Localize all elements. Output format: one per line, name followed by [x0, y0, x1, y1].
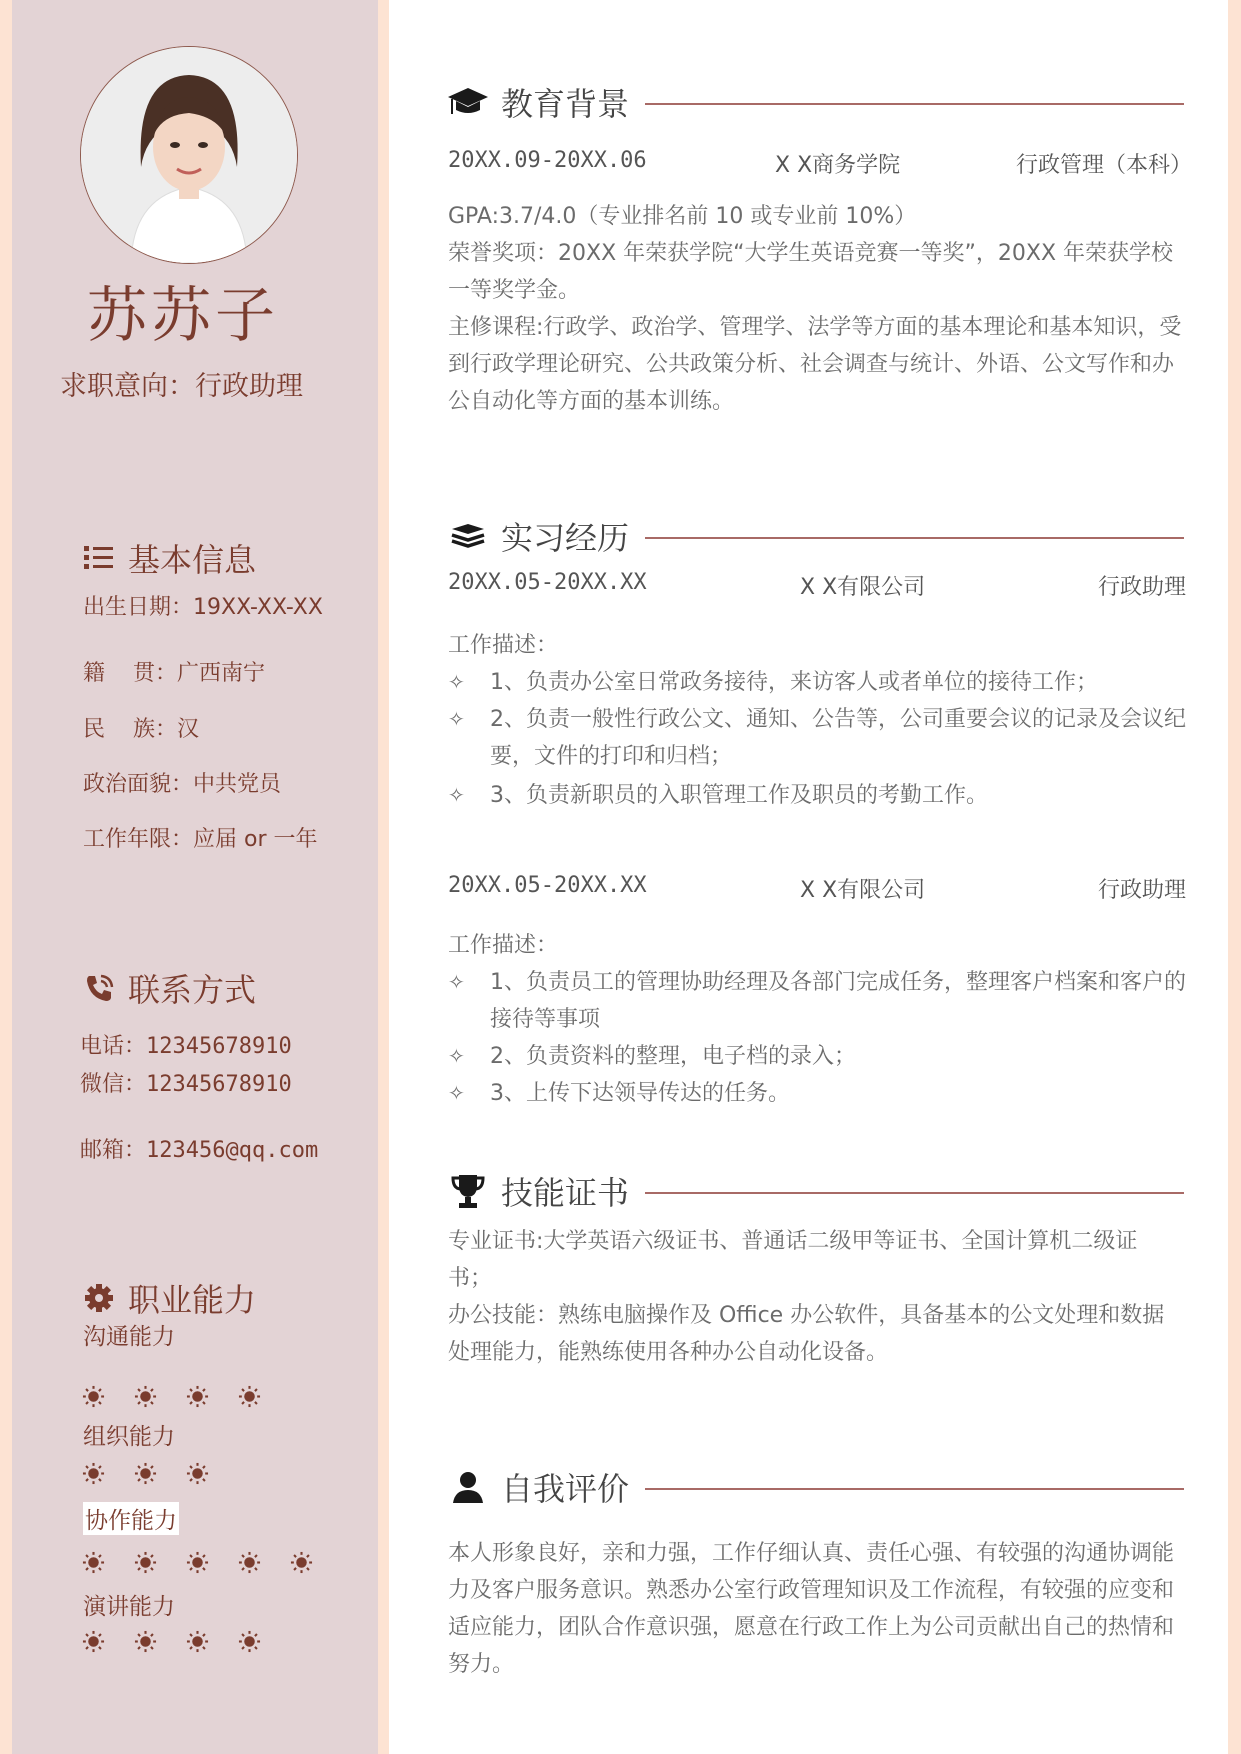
basic-info-heading: [84, 535, 256, 581]
sun-rating-icon: [82, 1551, 105, 1574]
phone-number: 电话：12345678910: [80, 1034, 292, 1059]
skill-rating: [82, 1385, 261, 1408]
sun-rating-icon: [134, 1385, 157, 1408]
sun-rating-icon: [290, 1551, 313, 1574]
diamond-bullet-icon: ✧: [448, 707, 465, 731]
wechat-id: 微信：12345678910: [80, 1072, 292, 1097]
job-role: 行政助理: [1097, 878, 1186, 903]
skill-name: 组织能力: [83, 1424, 175, 1450]
sun-rating-icon: [186, 1462, 209, 1485]
graduation-cap-icon: [445, 83, 491, 121]
diamond-bullet-icon: ✧: [448, 1081, 465, 1105]
sun-rating-icon: [238, 1551, 261, 1574]
email-address: 邮箱：123456@qq.com: [80, 1138, 319, 1163]
person-icon: [445, 1468, 491, 1506]
education-period: 20XX.09-20XX.06: [448, 148, 647, 173]
internship-title: 实习经历: [501, 519, 630, 557]
diamond-bullet-icon: ✧: [448, 970, 465, 994]
skill-rating: [82, 1551, 313, 1574]
work-years: 工作年限：应届 or 一年: [83, 827, 318, 852]
trophy-icon: [445, 1172, 491, 1210]
sun-rating-icon: [82, 1630, 105, 1653]
ethnicity: 民 族：汉: [83, 717, 199, 742]
office-skills: 办公技能：熟练电脑操作及 Office 办公软件，具备基本的公文处理和数据处理能力，能熟练使用各种办公自动化设备。: [448, 1303, 1165, 1365]
phone-icon: [84, 973, 114, 1003]
sun-rating-icon: [82, 1385, 105, 1408]
diamond-bullet-icon: ✧: [448, 1044, 465, 1068]
job-description-label: 工作描述：: [448, 633, 559, 658]
abilities-title: 职业能力: [128, 1281, 257, 1319]
section-divider: [645, 1488, 1184, 1490]
gpa: GPA:3.7/4.0（专业排名前 10 或专业前 10%）: [448, 204, 917, 229]
contact-title: 联系方式: [128, 971, 257, 1009]
diamond-bullet-icon: ✧: [448, 670, 465, 694]
gear-icon: [84, 1283, 114, 1313]
sun-rating-icon: [186, 1385, 209, 1408]
company-name: X X有限公司: [800, 878, 926, 903]
skill-name: 沟通能力: [83, 1324, 175, 1350]
section-divider: [645, 537, 1184, 539]
education-title: 教育背景: [501, 85, 630, 123]
certificates-heading: [445, 1171, 629, 1211]
self-eval-title: 自我评价: [501, 1470, 630, 1508]
layers-icon: [445, 517, 491, 555]
sun-rating-icon: [238, 1630, 261, 1653]
company-name: X X有限公司: [800, 575, 926, 600]
skill-name: 协作能力: [83, 1502, 179, 1535]
section-divider: [645, 103, 1184, 105]
skill-rating: [82, 1462, 209, 1485]
skill-name: 演讲能力: [83, 1594, 175, 1620]
duty-text: 3、负责新职员的入职管理工作及职员的考勤工作。: [490, 783, 988, 808]
duty-text: 1、负责员工的管理协助经理及各部门完成任务，整理客户档案和客户的接待等事项: [490, 970, 1186, 1032]
skill-rating: [82, 1630, 261, 1653]
sun-rating-icon: [186, 1630, 209, 1653]
sun-rating-icon: [134, 1630, 157, 1653]
internship-heading: [445, 516, 629, 556]
birth-date: 出生日期：19XX-XX-XX: [83, 595, 323, 620]
school-name: X X商务学院: [775, 153, 901, 178]
job-period: 20XX.05-20XX.XX: [448, 570, 647, 595]
candidate-name: 苏苏子: [87, 281, 279, 351]
sun-rating-icon: [82, 1462, 105, 1485]
duty-text: 1、负责办公室日常政务接待，来访客人或者单位的接待工作；: [490, 670, 1098, 695]
sun-rating-icon: [186, 1551, 209, 1574]
honors: 荣誉奖项：20XX 年荣获学院“大学生英语竞赛一等奖”，20XX 年荣获学校一等奖学金。: [448, 241, 1174, 303]
certificates-title: 技能证书: [501, 1174, 630, 1212]
avatar: [80, 46, 298, 264]
abilities-heading: [84, 1275, 256, 1321]
duty-text: 3、上传下达领导传达的任务。: [490, 1081, 790, 1106]
contact-heading: [84, 965, 256, 1011]
duty-text: 2、负责资料的整理，电子档的录入；: [490, 1044, 856, 1069]
basic-info-title: 基本信息: [128, 541, 257, 579]
self-eval-text: 本人形象良好，亲和力强，工作仔细认真、责任心强、有较强的沟通协调能力及客户服务意识。熟悉办公室行政管理知识及工作流程，有较强的应变和适应能力，团队合作意识强，愿意在行政工作上为公司贡献出自己的热情和努力。: [448, 1541, 1175, 1677]
native-place: 籍 贯：广西南宁: [83, 661, 265, 686]
education-heading: [445, 82, 629, 122]
courses: 主修课程:行政学、政治学、管理学、法学等方面的基本理论和基本知识，受到行政学理论研究、公共政策分析、社会调查与统计、外语、公文写作和办公自动化等方面的基本训练。: [448, 315, 1182, 414]
sun-rating-icon: [134, 1462, 157, 1485]
diamond-bullet-icon: ✧: [448, 783, 465, 807]
job-period: 20XX.05-20XX.XX: [448, 873, 647, 898]
section-divider: [645, 1192, 1184, 1194]
major: 行政管理（本科）: [1015, 153, 1192, 178]
political-status: 政治面貌：中共党员: [83, 772, 282, 797]
self-eval-heading: [445, 1467, 629, 1507]
sun-rating-icon: [238, 1385, 261, 1408]
job-intent: 求职意向：行政助理: [60, 371, 303, 402]
list-icon: [84, 543, 114, 573]
professional-certificates: 专业证书:大学英语六级证书、普通话二级甲等证书、全国计算机二级证书；: [448, 1229, 1138, 1291]
job-description-label: 工作描述：: [448, 933, 559, 958]
sun-rating-icon: [134, 1551, 157, 1574]
job-role: 行政助理: [1097, 575, 1186, 600]
duty-text: 2、负责一般性行政公文、通知、公告等，公司重要会议的记录及会议纪要，文件的打印和归档；: [490, 707, 1186, 769]
